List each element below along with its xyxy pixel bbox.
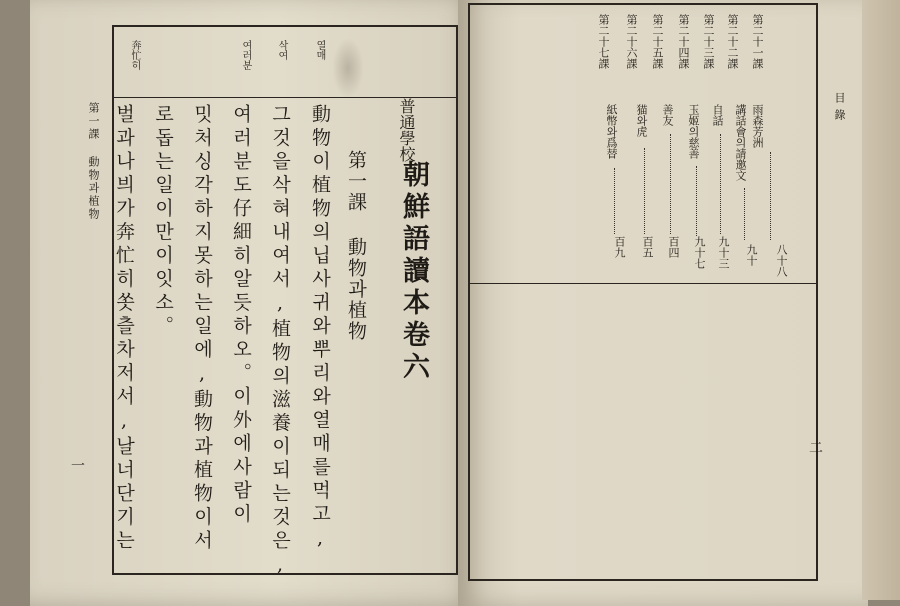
- toc-entry-lesson: 第二十三課: [702, 14, 715, 69]
- toc-entry-title: 玉姬의慈善: [687, 104, 700, 159]
- toc-leader: [744, 188, 745, 240]
- toc-leader: [670, 134, 671, 234]
- body-line: 그것을삭혀내여서,植物의滋養이되는것은,: [269, 104, 291, 580]
- toc-leader: [720, 134, 721, 234]
- toc-entry-lesson: 第二十四課: [677, 14, 690, 69]
- toc-entry-lesson: 第二十六課: [625, 14, 638, 69]
- toc-entry-page: 百九: [613, 236, 626, 258]
- toc-leader: [770, 152, 771, 240]
- toc-entry-lesson: 第二十一課: [751, 14, 764, 69]
- toc-entry-title: 善友: [661, 104, 674, 126]
- pencil-mark: [332, 38, 364, 98]
- toc-divider: [470, 283, 816, 284]
- gloss-1: 열매: [314, 40, 325, 60]
- running-title: 第一課 動物과植物: [87, 102, 100, 221]
- page-number-right: 二: [807, 440, 823, 454]
- gloss-4: 奔忙히: [129, 40, 140, 70]
- body-line: 로돕는일이만이잇소。: [152, 104, 174, 339]
- body-line: 밋처싱각하지못하는일에,動物과植物이서: [191, 104, 213, 554]
- toc-entry-lesson: 第二十二課: [726, 14, 739, 69]
- toc-entry-page: 九十三: [717, 236, 730, 269]
- body-line: 動物이植物의닙사귀와뿌리와열매를먹고,: [309, 104, 331, 554]
- toc-entry-title: 雨森芳洲: [751, 104, 764, 148]
- toc-leader: [614, 168, 615, 234]
- toc-entry-page: 八十八: [775, 244, 788, 277]
- right-page-frame: [468, 3, 818, 581]
- toc-entry-title: 紙幣와爲替: [605, 104, 618, 159]
- toc-leader: [644, 148, 645, 234]
- page-edge: [862, 0, 900, 600]
- series-label: 普通學校: [397, 98, 416, 162]
- book-title: 朝鮮語讀本卷六: [398, 160, 429, 384]
- toc-entry-page: 九十七: [693, 236, 706, 269]
- gloss-3: 여러분: [240, 40, 251, 70]
- toc-entry-title: 自話: [711, 104, 724, 126]
- body-line: 여러분도仔細히알듯하오。이外에사람이: [230, 104, 252, 527]
- body-line: 벌과나븨가奔忙히쏫츨차저서,날너단기는: [113, 104, 135, 554]
- toc-entry-lesson: 第二十七課: [597, 14, 610, 69]
- toc-entry-page: 九十: [745, 244, 758, 266]
- toc-leader: [696, 166, 697, 236]
- lesson-heading: 第一課 動物과植物: [345, 150, 367, 342]
- toc-entry-title: 猫와虎: [635, 104, 648, 137]
- toc-entry-title: 講話會의請邀文: [734, 104, 747, 181]
- toc-entry-page: 百五: [641, 236, 654, 258]
- toc-heading: 目錄: [833, 92, 846, 126]
- toc-entry-page: 百四: [667, 236, 680, 258]
- toc-entry-lesson: 第二十五課: [651, 14, 664, 69]
- gloss-2: 삭여: [276, 40, 287, 60]
- page-number-left: 一: [69, 458, 85, 472]
